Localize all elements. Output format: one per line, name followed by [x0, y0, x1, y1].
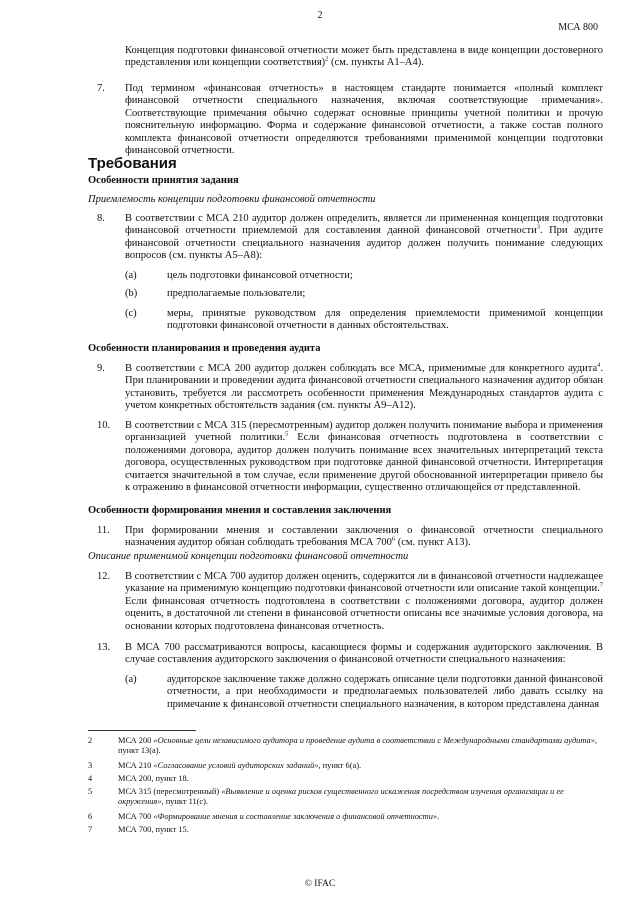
paragraph-10: В соответствии с МСА 315 (пересмотренным) аудитор должен получить понимание выбора и применения организацией учетной политики.$^5$ Если финансовая отчетность подготовлена в соответствии с положениями договора, аудитор должен получить понимание всех значительных интерпретаций текста договора, осуществленных руководством при подготовке данной финансовой отчетности. Интерпретация считается значительной в том случае, если применение другой обоснованной интерпретации привело бы к отражению в финансовой отчетности информации, существенно отличающейся от представленной. — [125, 420, 603, 494]
footnote-number: 5 — [88, 787, 93, 796]
footnote-text: МСА 700 «Формирование мнения и составление заключения о финансовой отчетности». — [118, 812, 440, 821]
list-item-marker: (a) — [125, 270, 137, 281]
copyright-footer: © IFAC — [304, 879, 336, 889]
paragraph-12: В соответствии с МСА 700 аудитор должен оценить, содержится ли в финансовой отчетности надлежащее указание на применимую концепцию подготовки финансовой отчетности или описание такой концепции.$^7$ Если финансовая отчетность подготовлена в соответствии с положениями договора, аудитор должен оценить, в достаточной ли степени в финансовой отчетности описаны все значимые условия договора, на основании которых подготовлена финансовая отчетность. — [125, 571, 603, 632]
intro-continuation: Концепция подготовки финансовой отчетности может быть представлена в виде концепции достоверного представления или концепции соответствия)$^2$ (см. пункты А1–А4). — [125, 45, 603, 69]
paragraph-8: В соответствии с МСА 210 аудитор должен определить, является ли примененная концепция подготовки финансовой отчетности приемлемой для составления данной финансовой отчетности$^3$. При аудите финансовой отчетности специального назначения аудитор должен получить понимание следующих вопросов (см. пункты А5–А8): — [125, 213, 603, 262]
section-title: Требования — [88, 155, 177, 172]
list-item: цель подготовки финансовой отчетности; — [167, 270, 353, 281]
footnote-number: 2 — [88, 736, 93, 745]
subheading-description: Описание применимой концепции подготовки финансовой отчетности — [88, 551, 409, 562]
page-number: 2 — [317, 10, 323, 21]
paragraph-10-number: 10. — [97, 420, 111, 431]
list-item: меры, принятые руководством для определения приемлемости применимой концепции подготовки финансовой отчетности в данных обстоятельствах. — [167, 308, 603, 332]
footnote-number: 4 — [88, 774, 93, 783]
footnote-number: 3 — [88, 761, 93, 770]
paragraph-8-number: 8. — [97, 213, 105, 224]
list-item-marker: (a) — [125, 674, 137, 685]
paragraph-7-number: 7. — [97, 83, 105, 94]
footnote-text: МСА 210 «Согласование условий аудиторских заданий», пункт 6(a). — [118, 761, 362, 770]
paragraph-9: В соответствии с МСА 200 аудитор должен соблюдать все МСА, применимые для конкретного аудита$^4$. При планировании и проведении аудита финансовой отчетности специального назначения аудитор обязан установить, требуется ли рассмотреть особенности применения Международных стандартов аудита с учетом конкретных обстоятельств задания (см. пункты А9–А12). — [125, 361, 603, 412]
footnote-divider — [88, 730, 196, 731]
footnote-number: 6 — [88, 812, 93, 821]
paragraph-12-number: 12. — [97, 571, 111, 582]
subheading-acceptability: Приемлемость концепции подготовки финансовой отчетности — [88, 194, 376, 205]
paragraph-7: Под термином «финансовая отчетность» в настоящем стандарте понимается «полный комплект финансовой отчетности специального назначения, включая соответствующие примечания». Соответствующие примечания обычно содержат основные принципы учетной политики и прочую пояснительную информацию. Форма и содержание финансовой отчетности, а также состав полного комплекта финансовой отчетности определяются требованиями применимой концепции подготовки финансовой отчетности. — [125, 83, 603, 157]
footnote-text: МСА 700, пункт 15. — [118, 825, 189, 834]
list-item: аудиторское заключение также должно содержать описание цели подготовки данной финансовой отчетности, а при необходимости и предполагаемых пользователей либо давать ссылку на примечание к финансовой отчетности специального назначения, в котором представлена данная — [167, 674, 603, 710]
heading-acceptance: Особенности принятия задания — [88, 175, 239, 186]
footnote-number: 7 — [88, 825, 93, 834]
paragraph-13: В МСА 700 рассматриваются вопросы, касающиеся формы и содержания аудиторского заключения. В случае составления аудиторского заключения о финансовой отчетности специального назначения: — [125, 642, 603, 666]
paragraph-13-number: 13. — [97, 642, 111, 653]
list-item: предполагаемые пользователи; — [167, 288, 306, 299]
footnote-text: МСА 200, пункт 18. — [118, 774, 189, 783]
list-item-marker: (b) — [125, 288, 138, 299]
document-code: МСА 800 — [558, 22, 598, 33]
list-item-marker: (c) — [125, 308, 137, 319]
footnote-text: МСА 200 «Основные цели независимого аудитора и проведение аудита в соответствии с Международными стандартами аудита», пункт 13(a). — [118, 736, 597, 755]
paragraph-9-number: 9. — [97, 363, 105, 374]
heading-planning: Особенности планирования и проведения аудита — [88, 343, 321, 354]
paragraph-11-number: 11. — [97, 525, 110, 536]
paragraph-11: При формировании мнения и составлении заключения о финансовой отчетности специального назначения аудитор обязан соблюдать требования МСА $700^6$ (см. пункт А13). — [125, 525, 603, 549]
heading-forming: Особенности формирования мнения и составления заключения — [88, 505, 392, 516]
footnote-text: МСА 315 (пересмотренный) «Выявление и оценка рисков существенного искажения посредством изучения организации и ее окружения», пункт 11(c). — [118, 787, 564, 806]
